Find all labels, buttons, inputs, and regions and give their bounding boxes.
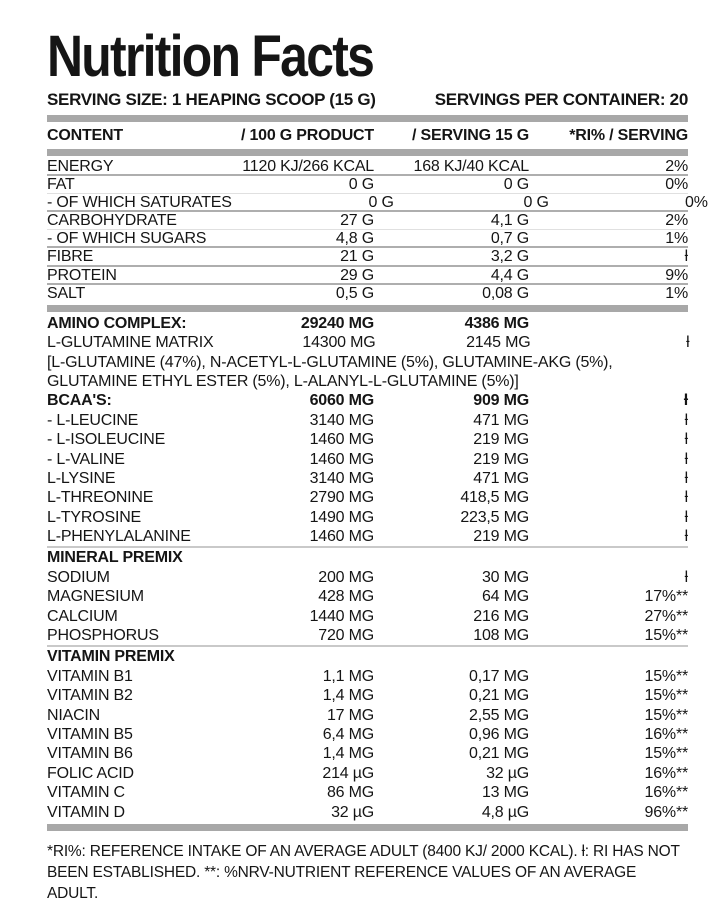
cell-content: L-TYROSINE <box>47 508 142 526</box>
divider-bar <box>47 305 688 312</box>
cell-per-serving: 3,2 G <box>490 248 529 266</box>
cell-per-100g: 6,4 MG <box>322 725 374 743</box>
cell-per-serving: 64 MG <box>481 588 529 606</box>
cell-per-100g: 1,4 MG <box>322 687 374 705</box>
cell-per-100g: 720 MG <box>318 627 374 645</box>
cell-per-serving: 32 µG <box>486 764 529 782</box>
table-row <box>47 333 688 352</box>
table-row <box>47 411 688 430</box>
cell-content: ENERGY <box>47 158 114 175</box>
cell-per-100g: 0,5 G <box>335 284 374 302</box>
cell-ri-percent: 0% <box>685 194 708 212</box>
table-row <box>47 488 688 507</box>
table-section <box>47 314 688 547</box>
cell-per-serving: 219 MG <box>473 431 529 449</box>
cell-content: FAT <box>47 176 75 194</box>
cell-per-100g: 3140 MG <box>309 411 374 429</box>
cell-per-100g: 4,8 G <box>335 230 374 248</box>
cell-per-100g: 29 G <box>340 266 374 284</box>
cell-content: L-LYSINE <box>47 469 116 487</box>
cell-ri-percent: 27%** <box>644 607 688 625</box>
cell-per-serving: 0,7 G <box>490 230 529 248</box>
cell-content: - OF WHICH SUGARS <box>47 230 207 248</box>
cell-per-serving: 0,96 MG <box>469 725 529 743</box>
cell-per-100g: 428 MG <box>318 588 374 606</box>
cell-ri-percent: ƚ <box>684 489 688 507</box>
divider-bar <box>47 115 688 122</box>
divider-bar <box>47 149 688 156</box>
cell-per-100g: 1120 KJ/266 KCAL <box>242 158 374 175</box>
cell-content: L-THREONINE <box>47 489 154 507</box>
cell-ri-percent: ƚ <box>686 334 690 352</box>
cell-content: VITAMIN PREMIX <box>47 648 175 666</box>
divider-bar <box>47 824 688 831</box>
cell-ri-percent: ƚ <box>684 431 688 449</box>
cell-per-100g: 3140 MG <box>309 469 374 487</box>
cell-per-serving: 4,1 G <box>490 212 529 230</box>
cell-per-serving: 216 MG <box>473 607 529 625</box>
cell-per-100g: 17 MG <box>326 706 374 724</box>
cell-per-100g: 2790 MG <box>309 489 374 507</box>
cell-content: CALCIUM <box>47 607 118 625</box>
cell-ri-percent: ƚ <box>684 469 688 487</box>
footnote: *RI%: REFERENCE INTAKE OF AN AVERAGE ADULT (8400 KJ/ 2000 KCAL). ƚ: RI HAS NOT BEEN ESTABLISHED. **: %NRV-NUTRIENT REFERENCE VALUES OF AN AVERAGE ADULT. <box>47 842 680 902</box>
cell-ri-percent: 1% <box>665 230 688 248</box>
cell-ri-percent: 0% <box>665 176 688 194</box>
cell-per-serving: 2145 MG <box>466 334 531 352</box>
table-row <box>47 667 688 686</box>
cell-ri-percent: ƚ <box>684 248 688 266</box>
cell-ri-percent: ƚ <box>684 508 688 526</box>
cell-content: - L-LEUCINE <box>47 411 139 429</box>
cell-ri-percent: 15%** <box>644 706 688 724</box>
table-row <box>47 568 688 587</box>
cell-per-serving: 4386 MG <box>464 314 529 332</box>
table-row <box>47 176 688 194</box>
table-row <box>47 285 688 303</box>
table-row <box>47 607 688 626</box>
cell-per-serving: 219 MG <box>473 528 529 546</box>
cell-per-100g: 27 G <box>340 212 374 230</box>
cell-content: FOLIC ACID <box>47 764 134 782</box>
column-header-ri-percent: *RI% / SERVING <box>569 127 688 144</box>
cell-per-100g: 32 µG <box>331 803 374 821</box>
cell-per-100g: 200 MG <box>318 568 374 586</box>
serving-size-text: SERVING SIZE: 1 HEAPING SCOOP (15 G) <box>47 90 376 109</box>
table-row <box>47 587 688 606</box>
column-header-per-100g: / 100 G PRODUCT <box>240 127 374 144</box>
cell-content: L-GLUTAMINE MATRIX <box>47 334 214 352</box>
cell-per-serving: 0 G <box>503 176 529 194</box>
cell-ri-percent: 15%** <box>644 667 688 685</box>
cell-per-serving: 0,08 G <box>482 284 529 302</box>
cell-ri-percent: 96%** <box>644 803 688 821</box>
table-row <box>47 744 688 763</box>
cell-content: VITAMIN B2 <box>47 687 133 705</box>
cell-ri-percent: 1% <box>665 284 688 302</box>
cell-content: NIACIN <box>47 706 101 724</box>
table-section <box>47 158 708 303</box>
cell-per-serving: 2,55 MG <box>469 706 529 724</box>
cell-per-100g: 6060 MG <box>309 392 374 410</box>
cell-per-serving: 13 MG <box>481 784 529 802</box>
nutrition-table-body <box>47 158 708 831</box>
cell-content: VITAMIN C <box>47 784 125 802</box>
cell-ri-percent: ƚ <box>684 528 688 546</box>
cell-per-100g: 1,1 MG <box>322 667 374 685</box>
cell-content: BCAA'S: <box>47 392 112 410</box>
cell-content: - L-VALINE <box>47 450 125 468</box>
table-row <box>47 194 708 212</box>
cell-per-100g: 1460 MG <box>309 450 374 468</box>
cell-content: MINERAL PREMIX <box>47 549 183 567</box>
section-header-row <box>47 647 688 666</box>
cell-ri-percent: ƚ <box>684 450 688 468</box>
cell-ri-percent: 2% <box>665 158 688 175</box>
table-row <box>47 267 688 285</box>
cell-content: AMINO COMPLEX: <box>47 314 187 332</box>
cell-per-100g: 86 MG <box>326 784 374 802</box>
cell-ri-percent: ƚ <box>684 568 688 586</box>
table-row <box>47 783 688 802</box>
table-row <box>47 158 688 176</box>
cell-per-serving: 909 MG <box>473 392 529 410</box>
cell-ri-percent: 2% <box>665 212 688 230</box>
table-row <box>47 469 688 488</box>
table-row <box>47 508 688 527</box>
table-row <box>47 314 688 333</box>
cell-per-100g: 1460 MG <box>309 528 374 546</box>
table-row <box>47 391 688 410</box>
table-header <box>47 124 688 147</box>
table-row <box>47 764 688 783</box>
cell-per-serving: 30 MG <box>481 568 529 586</box>
cell-per-serving: 0,17 MG <box>469 667 529 685</box>
table-section <box>47 647 688 822</box>
section-header-row <box>47 548 688 567</box>
cell-ri-percent: ƚ <box>683 392 688 410</box>
cell-ri-percent: 15%** <box>644 745 688 763</box>
table-row <box>47 686 688 705</box>
cell-per-serving: 0 G <box>523 194 549 212</box>
cell-ri-percent: 17%** <box>644 588 688 606</box>
cell-content: SODIUM <box>47 568 110 586</box>
serving-info <box>47 90 688 109</box>
cell-per-serving: 471 MG <box>473 411 529 429</box>
cell-content: L-PHENYLALANINE <box>47 528 191 546</box>
table-row <box>47 230 688 248</box>
cell-per-100g: 1,4 MG <box>322 745 374 763</box>
ingredient-note: [L-GLUTAMINE (47%), N-ACETYL-L-GLUTAMINE (5%), GLUTAMINE-AKG (5%), GLUTAMINE ETHYL ESTER (5%), L-ALANYL-L-GLUTAMINE (5%)] <box>47 353 613 390</box>
cell-per-100g: 1440 MG <box>309 607 374 625</box>
cell-per-serving: 471 MG <box>473 469 529 487</box>
table-row <box>47 430 688 449</box>
cell-per-100g: 1460 MG <box>309 431 374 449</box>
cell-content: VITAMIN B6 <box>47 745 133 763</box>
cell-content: - L-ISOLEUCINE <box>47 431 166 449</box>
servings-per-container-text: SERVINGS PER CONTAINER: 20 <box>434 90 688 109</box>
cell-content: SALT <box>47 284 86 302</box>
cell-per-100g: 21 G <box>340 248 374 266</box>
cell-per-100g: 0 G <box>368 194 394 212</box>
cell-content: CARBOHYDRATE <box>47 212 177 230</box>
column-header-content: CONTENT <box>47 127 123 144</box>
table-row <box>47 626 688 645</box>
cell-per-serving: 219 MG <box>473 450 529 468</box>
cell-per-serving: 108 MG <box>473 627 529 645</box>
cell-per-serving: 4,4 G <box>490 266 529 284</box>
column-header-per-serving: / SERVING 15 G <box>412 127 529 144</box>
cell-per-serving: 0,21 MG <box>469 745 529 763</box>
cell-per-serving: 418,5 MG <box>460 489 529 507</box>
table-row <box>47 212 688 230</box>
cell-content: VITAMIN B5 <box>47 725 133 743</box>
cell-ri-percent: 16%** <box>644 784 688 802</box>
table-row <box>47 527 688 546</box>
cell-content: FIBRE <box>47 248 94 266</box>
cell-per-100g: 0 G <box>348 176 374 194</box>
page-title: Nutrition Facts <box>47 24 374 89</box>
table-row <box>47 803 688 822</box>
cell-ri-percent: 9% <box>665 266 688 284</box>
cell-ri-percent: 16%** <box>644 764 688 782</box>
table-row <box>47 248 688 266</box>
cell-per-100g: 214 µG <box>322 764 374 782</box>
cell-ri-percent: 15%** <box>644 627 688 645</box>
table-row <box>47 450 688 469</box>
cell-content: PROTEIN <box>47 266 117 284</box>
cell-per-serving: 223,5 MG <box>460 508 529 526</box>
cell-per-serving: 0,21 MG <box>469 687 529 705</box>
cell-content: VITAMIN D <box>47 803 125 821</box>
cell-per-100g: 29240 MG <box>300 314 374 332</box>
cell-ri-percent: 15%** <box>644 687 688 705</box>
cell-content: VITAMIN B1 <box>47 667 133 685</box>
cell-per-100g: 14300 MG <box>302 334 376 352</box>
table-section <box>47 548 688 645</box>
cell-content: - OF WHICH SATURATES <box>47 194 232 212</box>
table-row <box>47 725 688 744</box>
cell-content: PHOSPHORUS <box>47 627 159 645</box>
cell-ri-percent: 16%** <box>644 725 688 743</box>
cell-per-100g: 1490 MG <box>309 508 374 526</box>
table-row <box>47 706 688 725</box>
cell-per-serving: 4,8 µG <box>481 803 529 821</box>
cell-per-serving: 168 KJ/40 KCAL <box>413 158 529 175</box>
cell-ri-percent: ƚ <box>684 411 688 429</box>
cell-content: MAGNESIUM <box>47 588 144 606</box>
